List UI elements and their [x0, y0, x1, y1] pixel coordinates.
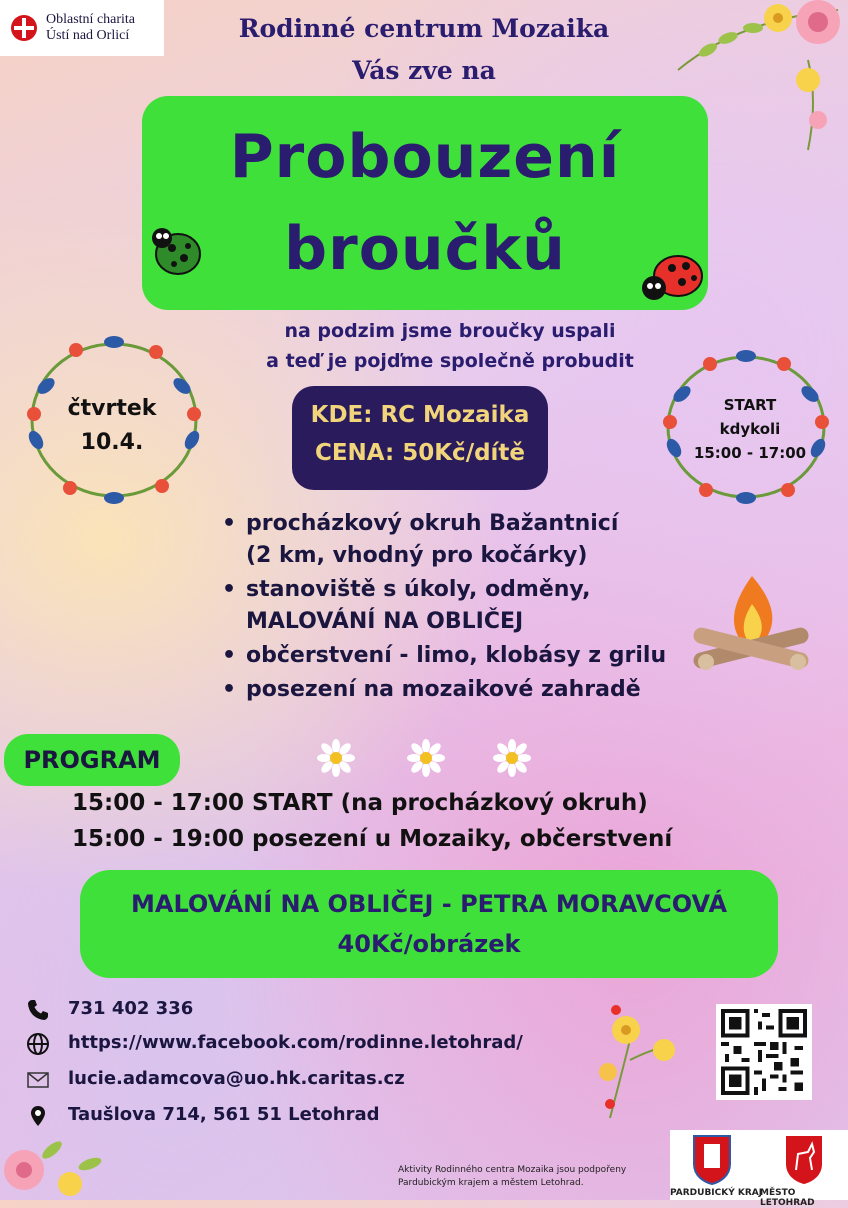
- face-painting-box: [80, 870, 778, 978]
- bullet-icon: •: [222, 577, 237, 602]
- list-item-line: (2 km, vhodný pro kočárky): [246, 543, 588, 568]
- flower-ladybug-icon: [590, 1000, 686, 1120]
- list-item-line: občerstvení - limo, klobásy z grilu: [246, 643, 667, 668]
- location-text: KDE: RC Mozaika: [310, 402, 530, 428]
- caritas-cross-icon: [10, 14, 38, 42]
- subtitle-line-2: a teď je pojďme společně probudit: [266, 350, 634, 372]
- program-item: 15:00 - 19:00 posezení u Mozaiky, občerstvení: [72, 826, 673, 852]
- list-item: [222, 640, 702, 672]
- list-item-line: procházkový okruh Bažantnicí: [246, 511, 619, 536]
- logo-line-1: Oblastní charita: [46, 12, 136, 27]
- qr-code[interactable]: [716, 1004, 812, 1100]
- face-painting-price: 40Kč/obrázek: [337, 930, 521, 958]
- header-line-2: Vás zve na: [352, 56, 496, 85]
- phone-icon: [26, 998, 50, 1022]
- address-text: Taušlova 714, 561 51 Letohrad: [68, 1104, 380, 1125]
- facebook-link[interactable]: https://www.facebook.com/rodinne.letohrad/: [68, 1032, 523, 1053]
- letohrad-crest-icon: [784, 1134, 824, 1186]
- daisy-icon: [494, 740, 530, 776]
- bullet-icon: •: [222, 511, 237, 536]
- program-item: 15:00 - 17:00 START (na procházkový okruh): [72, 790, 648, 816]
- phone-number[interactable]: 731 402 336: [68, 998, 194, 1019]
- caritas-logo: [0, 0, 164, 56]
- list-item-line: stanoviště s úkoly, odměny,: [246, 577, 591, 602]
- daisy-icon: [318, 740, 354, 776]
- sponsor-logos: [670, 1130, 848, 1208]
- title-line-1: Probouzení: [229, 122, 621, 192]
- crest-label-pardubice: PARDUBICKÝ KRAJ: [670, 1188, 763, 1198]
- start-anytime: kdykoli: [719, 420, 781, 438]
- title-line-2: broučků: [284, 214, 566, 284]
- crest-label-letohrad: MĚSTO LETOHRAD: [760, 1188, 815, 1208]
- header-line-1: Rodinné centrum Mozaika: [238, 14, 610, 43]
- logo-line-2: Ústí nad Orlicí: [46, 28, 130, 43]
- sponsor-note: Aktivity Rodinného centra Mozaika jsou podpořeny Pardubickým krajem a městem Letohrad.: [398, 1165, 627, 1188]
- list-item: [222, 508, 702, 572]
- daisy-icon: [408, 740, 444, 776]
- list-item: [222, 674, 702, 706]
- bullet-icon: •: [222, 643, 237, 668]
- list-item-line: MALOVÁNÍ NA OBLIČEJ: [246, 609, 524, 634]
- event-date: 10.4.: [80, 430, 144, 455]
- program-label: PROGRAM: [23, 746, 161, 774]
- green-beetle-icon: [144, 218, 206, 280]
- subtitle-line-1: na podzim jsme broučky uspali: [284, 320, 616, 342]
- ladybug-icon: [636, 250, 706, 306]
- start-label: START: [723, 396, 777, 414]
- pardubice-crest-icon: [692, 1134, 732, 1186]
- globe-icon: [26, 1032, 50, 1056]
- bullet-icon: •: [222, 677, 237, 702]
- email-link[interactable]: lucie.adamcova@uo.hk.caritas.cz: [68, 1068, 405, 1089]
- campfire-icon: [686, 570, 816, 682]
- location-pin-icon: [26, 1104, 50, 1128]
- start-time: 15:00 - 17:00: [693, 444, 807, 462]
- envelope-icon: [26, 1068, 50, 1092]
- activity-list: [222, 508, 702, 708]
- qr-code-icon: [721, 1009, 807, 1095]
- list-item: [222, 574, 702, 638]
- price-text: CENA: 50Kč/dítě: [314, 440, 526, 466]
- event-day: čtvrtek: [67, 396, 157, 421]
- caritas-logo-text: [46, 12, 135, 44]
- face-painting-title: MALOVÁNÍ NA OBLIČEJ - PETRA MORAVCOVÁ: [130, 890, 728, 918]
- list-item-line: posezení na mozaikové zahradě: [246, 677, 641, 702]
